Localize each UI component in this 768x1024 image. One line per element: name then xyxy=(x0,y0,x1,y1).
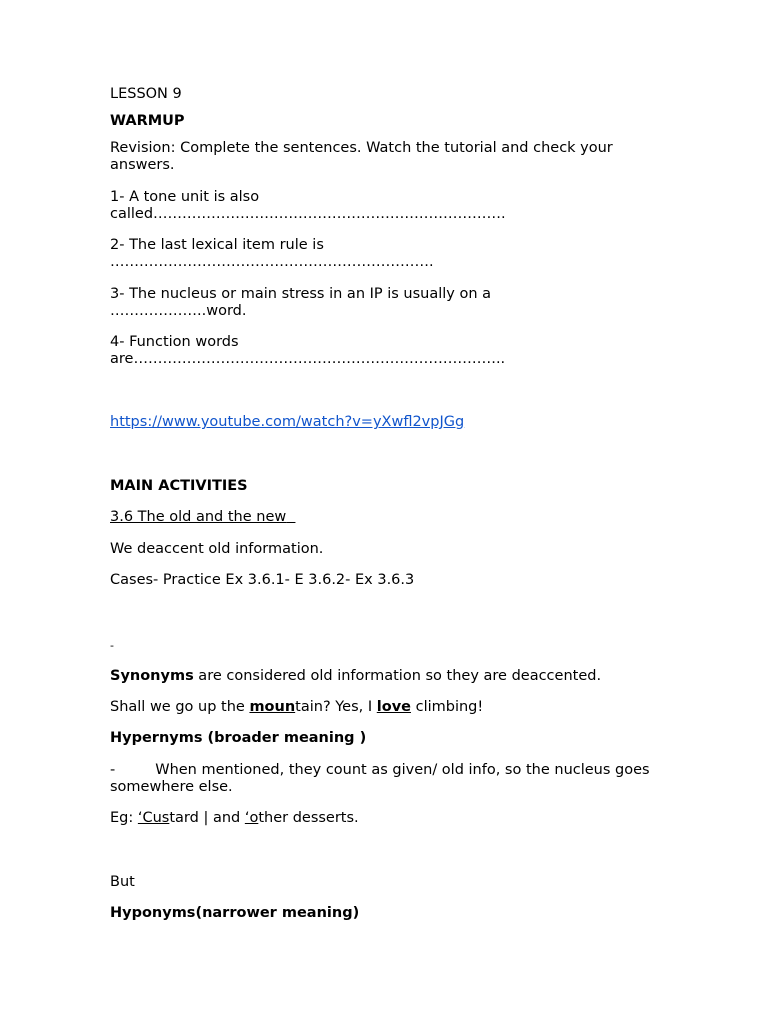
eg-stress-other: ‘o xyxy=(244,810,259,826)
eg-part-c: tard | and xyxy=(169,810,245,826)
example-part-a: Shall we go up the xyxy=(110,699,250,715)
eg-part-e: ther desserts. xyxy=(258,810,359,826)
stray-dash: - xyxy=(110,639,114,652)
lesson-title: LESSON 9 xyxy=(110,86,182,102)
item-4-line1: 4- Function words xyxy=(110,334,239,350)
example-sentence xyxy=(110,699,670,716)
warmup-item-1 xyxy=(110,189,670,223)
hyponyms-heading: Hyponyms(narrower meaning) xyxy=(110,905,360,921)
item-1-line1: 1- A tone unit is also xyxy=(110,189,260,205)
example-part-c: tain? Yes, I xyxy=(295,699,377,715)
item-1-line2: called………………………………………………………………. xyxy=(110,206,506,222)
warmup-item-3 xyxy=(110,286,670,320)
hypernyms-heading: Hypernyms (broader meaning ) xyxy=(110,730,367,746)
hypernyms-bullet xyxy=(110,762,670,796)
eg-stress-custard: ‘Cus xyxy=(137,810,170,826)
warmup-heading: WARMUP xyxy=(110,113,185,129)
example-part-e: climbing! xyxy=(410,699,484,715)
item-3-line1: 3- The nucleus or main stress in an IP is usually on a xyxy=(110,286,492,302)
item-4-line2: are………………………………………………………………….. xyxy=(110,351,506,367)
deaccent-statement: We deaccent old information. xyxy=(110,541,324,557)
eg-label: Eg: xyxy=(110,810,138,826)
eg-line xyxy=(110,810,670,827)
synonyms-paragraph xyxy=(110,668,670,685)
example-stress-moun: moun xyxy=(249,699,296,715)
but-line: But xyxy=(110,874,135,890)
item-2-line1: 2- The last lexical item rule is xyxy=(110,237,324,253)
bullet-marker: - xyxy=(110,762,116,778)
example-stress-love: love xyxy=(376,699,411,715)
main-activities-heading: MAIN ACTIVITIES xyxy=(110,478,248,494)
bullet-text: When mentioned, they count as given/ old info, so the nucleus goes somewhere else. xyxy=(110,762,650,795)
synonyms-term: Synonyms xyxy=(110,668,194,684)
section-title: 3.6 The old and the new xyxy=(110,509,287,525)
warmup-item-4 xyxy=(110,334,670,368)
warmup-instructions: Revision: Complete the sentences. Watch the tutorial and check your answers. xyxy=(110,140,613,173)
item-3-line2: ………………..word. xyxy=(110,303,247,319)
item-2-line2: …………………………………………………………. xyxy=(110,254,434,270)
cases-line: Cases- Practice Ex 3.6.1- E 3.6.2- Ex 3.6.3 xyxy=(110,572,415,588)
tutorial-link[interactable]: https://www.youtube.com/watch?v=yXwfl2vpJGg xyxy=(110,414,465,430)
synonyms-text: are considered old information so they are deaccented. xyxy=(193,668,602,684)
warmup-item-2 xyxy=(110,237,670,271)
